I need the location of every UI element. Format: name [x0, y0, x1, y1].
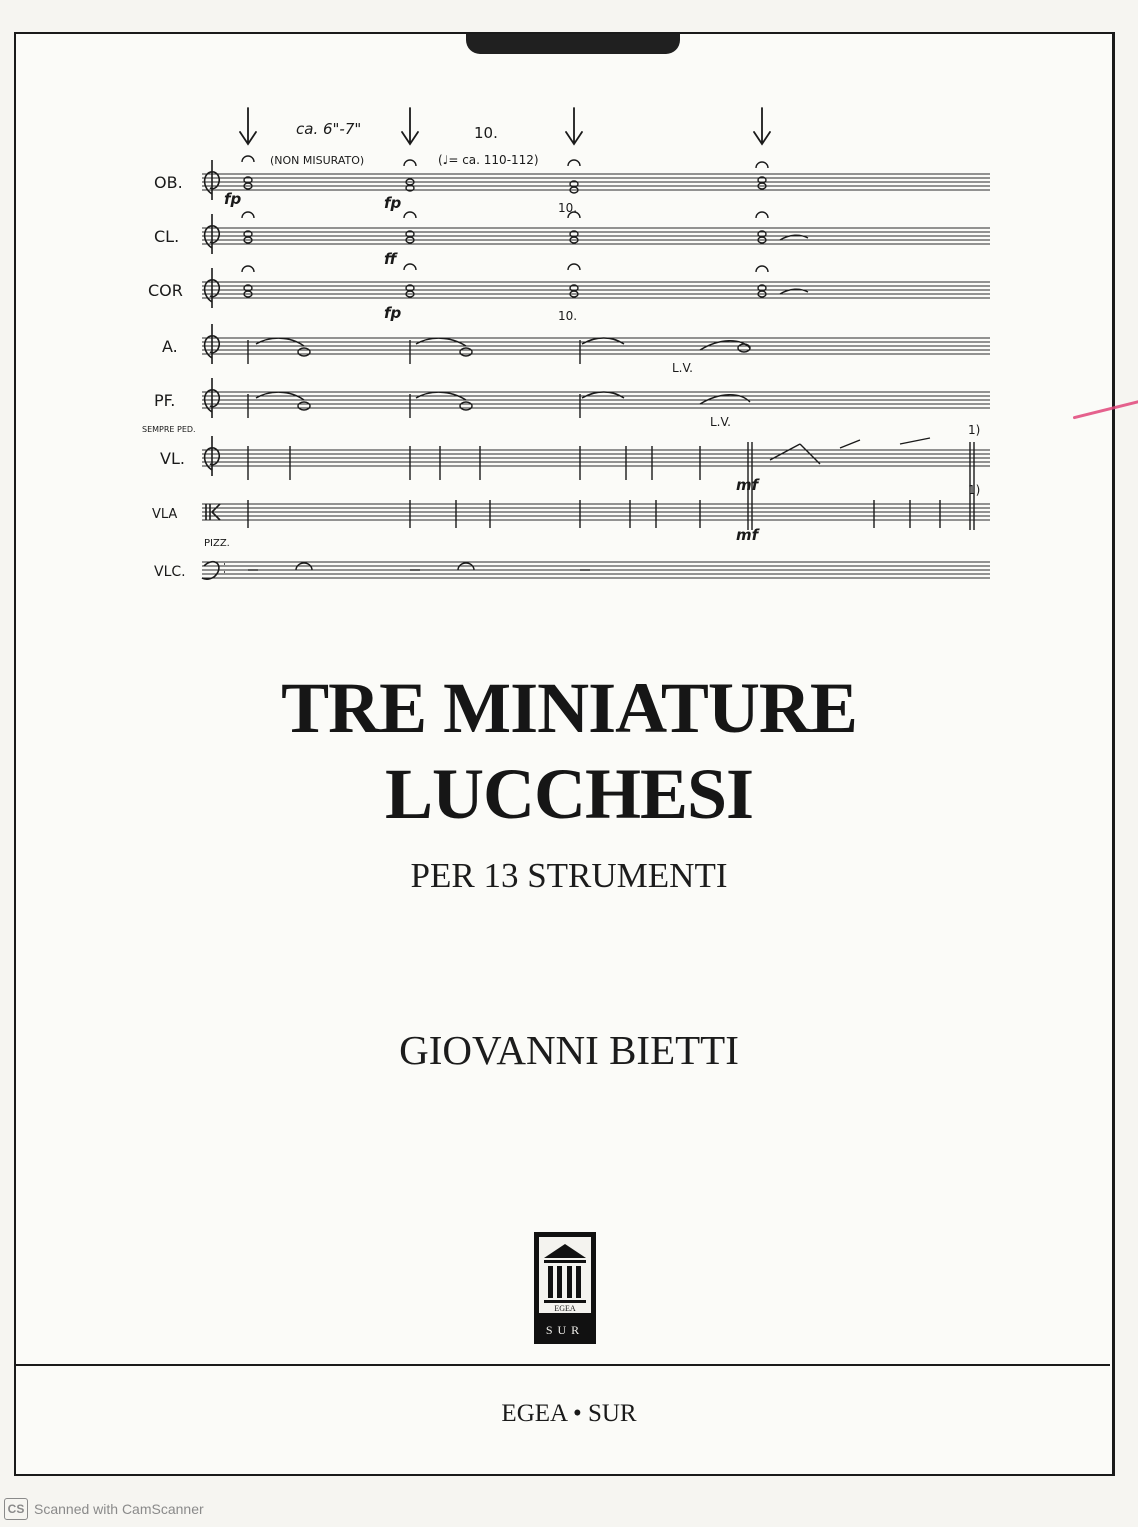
title-line-2: LUCCHESI — [384, 754, 754, 834]
tempo-note: (NON MISURATO) — [270, 154, 365, 167]
subtitle: PER 13 STRUMENTI — [410, 856, 728, 895]
binding-tab — [466, 34, 680, 54]
logo-text-bottom: SUR — [545, 1323, 585, 1337]
dynamic-mf-1: mf — [736, 476, 759, 494]
author-name: GIOVANNI BIETTI — [399, 1027, 739, 1073]
instrument-violin: VL. — [160, 449, 185, 468]
dynamic-fp-3: fp — [384, 304, 402, 322]
watermark-text: Scanned with CamScanner — [34, 1501, 204, 1517]
instrument-clarinet: CL. — [154, 227, 180, 246]
tempo-marking: ca. 6"-7" — [296, 120, 362, 138]
instrument-harp: A. — [162, 337, 178, 356]
lv-marking-2: L.V. — [710, 415, 731, 429]
footnote-1: 1) — [968, 423, 981, 437]
lv-marking-1: L.V. — [672, 361, 693, 375]
rehearsal-mark: 10. — [474, 124, 498, 142]
instrument-cello: VLC. — [154, 564, 186, 580]
dynamic-fp-2: fp — [384, 194, 402, 212]
instrument-viola: VLA — [152, 507, 178, 522]
dynamic-fp-1: fp — [224, 190, 242, 208]
metronome-mark: (♩= ca. 110-112) — [438, 153, 539, 167]
pizz-marking: PIZZ. — [204, 538, 230, 549]
instrument-piano: PF. — [154, 391, 176, 410]
camscanner-icon: CS — [4, 1498, 28, 1520]
rehearsal-mark-small-2: 10. — [558, 309, 578, 323]
title-line-1: TRE MINIATURE — [281, 668, 857, 748]
publisher-name: EGEA • SUR — [501, 1400, 637, 1427]
instrument-horn: COR — [148, 281, 183, 300]
publisher-logo — [534, 1232, 596, 1344]
sempre-ped-marking: SEMPRE PED. — [142, 425, 196, 434]
rehearsal-mark-small-1: 10. — [558, 201, 578, 215]
scanner-watermark — [4, 1498, 204, 1520]
logo-text-top: EGEA — [554, 1304, 576, 1313]
dynamic-ff: ff — [384, 250, 397, 268]
footer-divider — [14, 1364, 1110, 1366]
instrument-oboe: OB. — [154, 173, 183, 192]
handwritten-score — [140, 100, 1000, 600]
footnote-2: 1) — [968, 483, 981, 497]
dynamic-mf-2: mf — [736, 526, 759, 544]
